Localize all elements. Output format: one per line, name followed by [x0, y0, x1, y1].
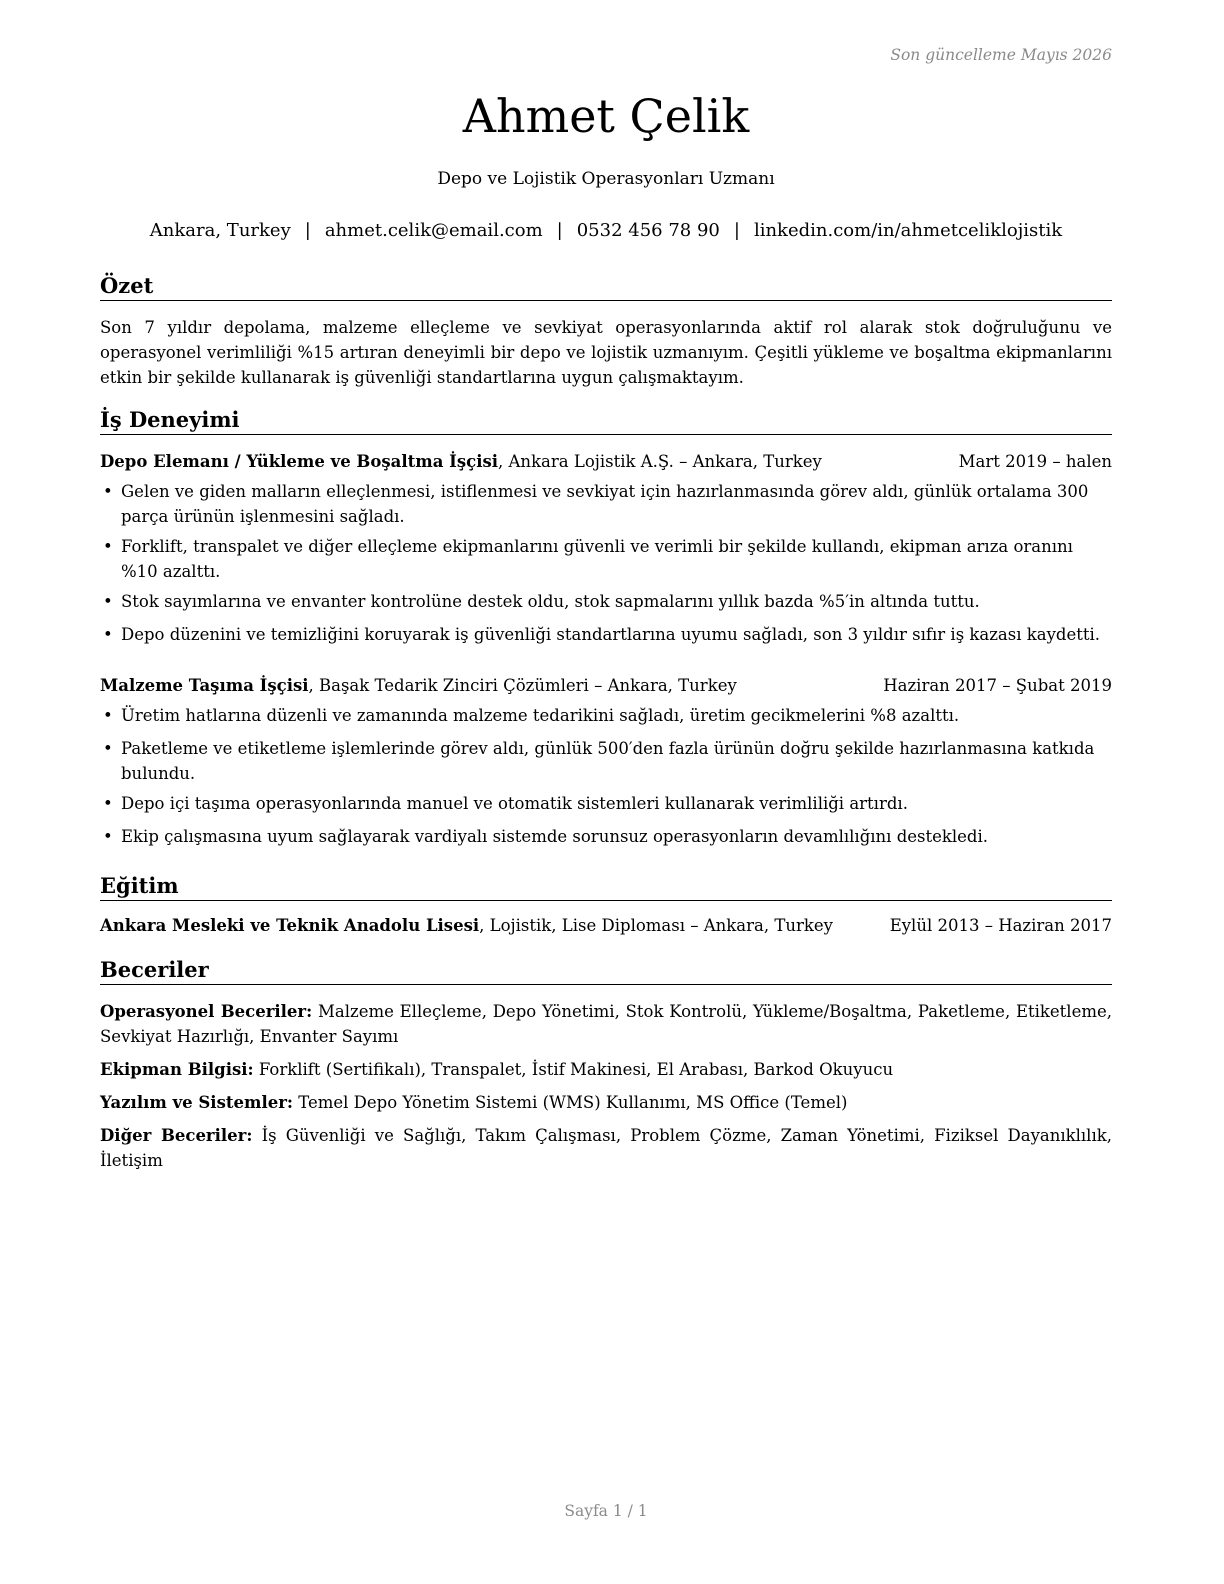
contact-separator: |	[304, 220, 311, 241]
education-dates: Eylül 2013 – Haziran 2017	[889, 916, 1112, 935]
education-school: Ankara Mesleki ve Teknik Anadolu Lisesi	[100, 916, 480, 935]
experience-section	[100, 406, 1112, 849]
experience-title: İş Deneyimi	[100, 406, 1112, 435]
skill-group-value: Forklift (Sertifikalı), Transpalet, İstif Makinesi, El Arabası, Barkod Okuyucu	[253, 1060, 894, 1079]
job-company: , Ankara Lojistik A.Ş. – Ankara, Turkey	[498, 452, 822, 471]
job-bullet: • Gelen ve giden malların elleçlenmesi, istiflenmesi ve sevkiyat için hazırlanmasında görev aldı, günlük ortalama 300 parça ürünün işlenmesini sağladı.	[103, 482, 1089, 526]
contact-phone: 0532 456 78 90	[576, 220, 720, 241]
job-entry	[100, 450, 1112, 647]
resume-page	[100, 0, 1112, 1584]
candidate-headline: Depo ve Lojistik Operasyonları Uzmanı	[437, 169, 775, 189]
summary-title: Özet	[100, 272, 1112, 301]
skill-group-value: Malzeme Elleçleme, Depo Yönetimi, Stok Kontrolü, Yükleme/Boşaltma, Paketleme, Etiketleme, Sevkiyat Hazırlığı, Envanter Sayımı	[100, 1002, 1112, 1046]
contact-linkedin[interactable]: linkedin.com/in/ahmetceliklojistik	[753, 220, 1063, 241]
skills-title: Beceriler	[100, 956, 1112, 985]
page-number: Sayfa 1 / 1	[564, 1502, 648, 1520]
job-bullets	[100, 703, 1112, 849]
job-bullet: • Depo düzenini ve temizliğini koruyarak iş güvenliği standartlarına uyumu sağladı, son 3 yıldır sıfır iş kazası kaydetti.	[103, 625, 1101, 644]
contact-separator: |	[556, 220, 563, 241]
skill-group-label: Ekipman Bilgisi:	[100, 1060, 254, 1079]
skill-group-value: Temel Depo Yönetim Sistemi (WMS) Kullanımı, MS Office (Temel)	[293, 1093, 848, 1112]
skills-section	[100, 956, 1112, 1173]
job-dates: Haziran 2017 – Şubat 2019	[883, 676, 1112, 695]
skill-group	[100, 1123, 1112, 1173]
job-bullet: • Paketleme ve etiketleme işlemlerinde görev aldı, günlük 500′den fazla ürünün doğru şekilde hazırlanmasına katkıda bulundu.	[103, 739, 1095, 783]
education-section	[100, 872, 1112, 938]
contact-line	[100, 218, 1112, 244]
skill-group-value: İş Güvenliği ve Sağlığı, Takım Çalışması, Problem Çözme, Zaman Yönetimi, Fiziksel Dayanıklılık, İletişim	[100, 1126, 1112, 1170]
skill-group	[100, 1090, 1112, 1115]
job-bullet: • Ekip çalışmasına uyum sağlayarak vardiyalı sistemde sorunsuz operasyonların devamlılığını destekledi.	[103, 827, 989, 846]
skill-group-label: Diğer Beceriler:	[100, 1126, 253, 1145]
skill-group	[100, 999, 1112, 1049]
contact-email[interactable]: ahmet.celik@email.com	[324, 220, 543, 241]
skill-group-label: Yazılım ve Sistemler:	[100, 1093, 293, 1112]
job-dates: Mart 2019 – halen	[958, 452, 1112, 471]
contact-separator: |	[733, 220, 740, 241]
job-bullet: • Stok sayımlarına ve envanter kontrolüne destek oldu, stok sapmalarını yıllık bazda %5′in altında tuttu.	[103, 592, 980, 611]
skill-group-label: Operasyonel Beceriler:	[100, 1002, 313, 1021]
last-updated-note: Son güncelleme Mayıs 2026	[890, 46, 1112, 64]
job-bullet: • Üretim hatlarına düzenli ve zamanında malzeme tedarikini sağladı, üretim gecikmelerini %8 azalttı.	[103, 706, 960, 725]
contact-location: Ankara, Turkey	[149, 220, 291, 241]
job-bullet: • Depo içi taşıma operasyonlarında manuel ve otomatik sistemleri kullanarak verimliliği artırdı.	[103, 794, 908, 813]
summary-section	[100, 272, 1112, 390]
skill-group	[100, 1057, 1112, 1082]
candidate-name: Ahmet Çelik	[462, 89, 750, 143]
job-role: Depo Elemanı / Yükleme ve Boşaltma İşçisi	[100, 452, 499, 471]
job-company: , Başak Tedarik Zinciri Çözümleri – Ankara, Turkey	[308, 676, 737, 695]
job-bullet: • Forklift, transpalet ve diğer elleçleme ekipmanlarını güvenli ve verimli bir şekilde kullandı, ekipman arıza oranını %10 azalttı.	[103, 537, 1073, 581]
education-title: Eğitim	[100, 872, 1112, 901]
education-details: , Lojistik, Lise Diploması – Ankara, Turkey	[479, 916, 833, 935]
job-header	[100, 674, 1112, 698]
job-role: Malzeme Taşıma İşçisi	[100, 676, 309, 695]
education-entry	[100, 914, 1112, 938]
summary-text: Son 7 yıldır depolama, malzeme elleçleme ve sevkiyat operasyonlarında aktif rol alarak stok doğruluğunu ve operasyonel verimliliği %15 artıran deneyimli bir depo ve lojistik uzmanıyım. Çeşitli yükleme ve boşaltma ekipmanlarını etkin bir şekilde kullanarak iş güvenliği standartlarına uygun çalışmaktayım.	[100, 318, 1112, 387]
job-entry	[100, 674, 1112, 849]
job-bullets	[100, 479, 1112, 647]
job-header	[100, 450, 1112, 474]
